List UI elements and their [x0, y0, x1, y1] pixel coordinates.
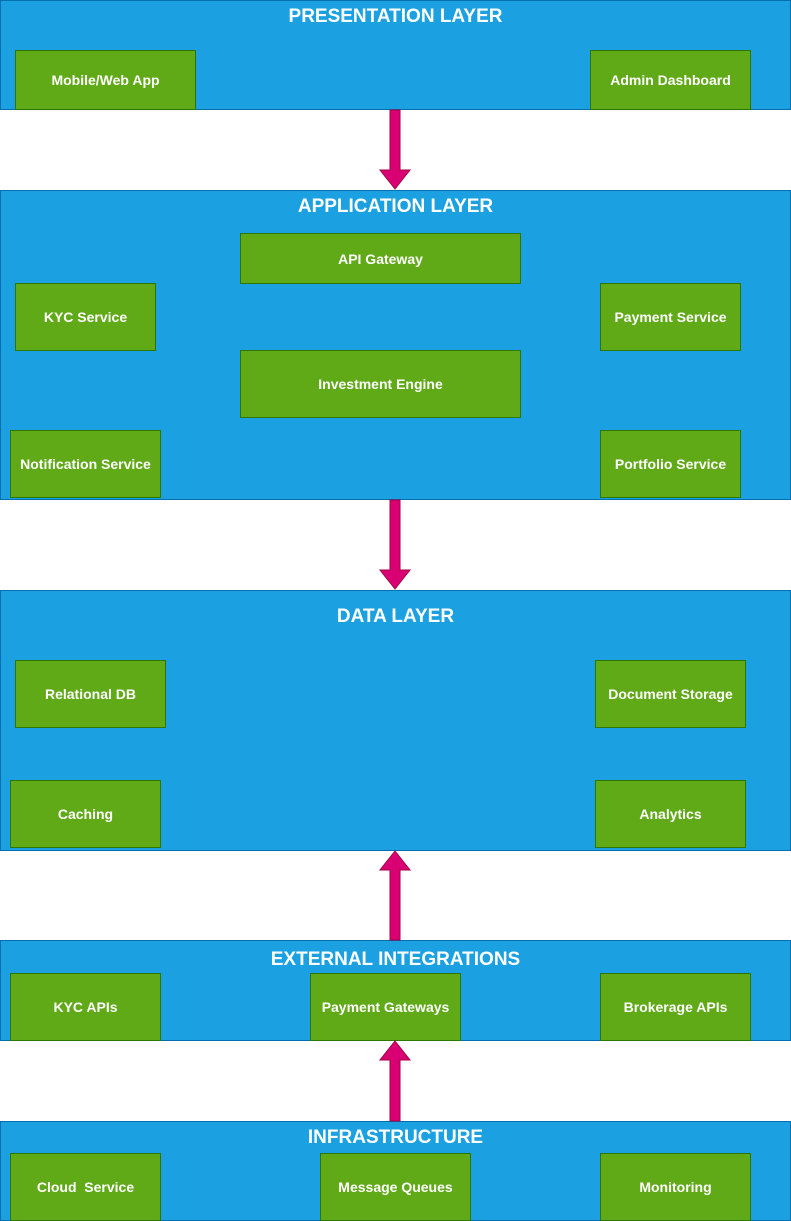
- relational-db-box[interactable]: Relational DB: [15, 660, 166, 728]
- notification-service-box[interactable]: Notification Service: [10, 430, 161, 498]
- infrastructure-title: INFRASTRUCTURE: [307, 1127, 484, 1148]
- monitoring-box[interactable]: Monitoring: [600, 1153, 751, 1221]
- arrow-presentation-to-application: [379, 110, 411, 190]
- investment-engine-box[interactable]: Investment Engine: [240, 350, 521, 418]
- api-gateway-box[interactable]: API Gateway: [240, 233, 521, 284]
- cloud-service-box[interactable]: Cloud Service: [10, 1153, 161, 1221]
- external-integrations-title: EXTERNAL INTEGRATIONS: [270, 949, 521, 970]
- payment-service-box[interactable]: Payment Service: [600, 283, 741, 351]
- brokerage-apis-box[interactable]: Brokerage APIs: [600, 973, 751, 1041]
- data-layer-title: DATA LAYER: [336, 606, 455, 627]
- portfolio-service-box[interactable]: Portfolio Service: [600, 430, 741, 498]
- analytics-box[interactable]: Analytics: [595, 780, 746, 848]
- kyc-apis-box[interactable]: KYC APIs: [10, 973, 161, 1041]
- application-layer-title: APPLICATION LAYER: [297, 196, 494, 217]
- message-queues-box[interactable]: Message Queues: [320, 1153, 471, 1221]
- admin-dashboard-box[interactable]: Admin Dashboard: [590, 50, 751, 110]
- caching-box[interactable]: Caching: [10, 780, 161, 848]
- payment-gateways-box[interactable]: Payment Gateways: [310, 973, 461, 1041]
- kyc-service-box[interactable]: KYC Service: [15, 283, 156, 351]
- document-storage-box[interactable]: Document Storage: [595, 660, 746, 728]
- mobile-web-app-box[interactable]: Mobile/Web App: [15, 50, 196, 110]
- arrow-application-to-data: [379, 500, 411, 590]
- arrow-infrastructure-to-external: [379, 1041, 411, 1121]
- presentation-layer-title: PRESENTATION LAYER: [288, 6, 503, 27]
- arrow-external-to-data: [379, 851, 411, 940]
